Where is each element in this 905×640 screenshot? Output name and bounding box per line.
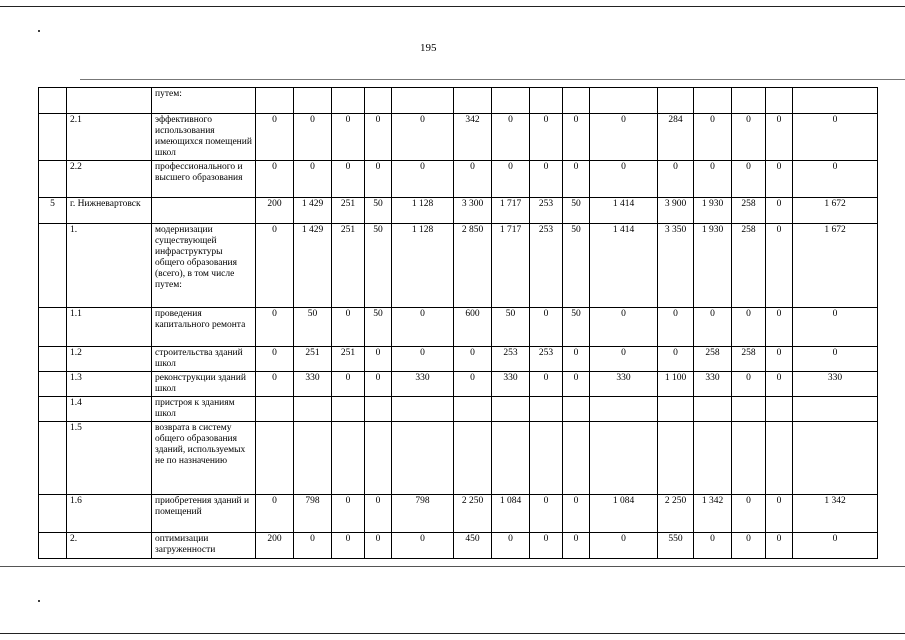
value-cell: 0 — [793, 533, 878, 559]
value-cell: 3 900 — [658, 198, 694, 224]
value-cell — [530, 422, 563, 495]
value-cell: 50 — [294, 308, 332, 347]
table-row — [39, 88, 878, 114]
value-cell: 0 — [332, 495, 365, 533]
value-cell: 0 — [658, 308, 694, 347]
value-cell: 258 — [732, 224, 766, 308]
value-cell: 50 — [492, 308, 530, 347]
table-row — [39, 114, 878, 161]
value-cell — [365, 88, 392, 114]
value-cell: 1 429 — [294, 198, 332, 224]
value-cell: 0 — [454, 347, 492, 372]
value-cell: 330 — [793, 372, 878, 397]
value-cell — [590, 88, 658, 114]
value-cell: 0 — [294, 161, 332, 198]
value-cell: 0 — [392, 533, 454, 559]
value-cell: 0 — [365, 372, 392, 397]
row-number-cell — [39, 308, 67, 347]
value-cell: 0 — [590, 308, 658, 347]
value-cell: 0 — [492, 533, 530, 559]
value-cell: 1 414 — [590, 198, 658, 224]
budget-table — [38, 87, 878, 559]
description-cell: строительства зданий школ — [152, 347, 256, 372]
value-cell: 50 — [365, 308, 392, 347]
value-cell: 0 — [256, 114, 294, 161]
value-cell — [392, 422, 454, 495]
value-cell: 0 — [766, 161, 793, 198]
value-cell: 0 — [365, 347, 392, 372]
value-cell: 0 — [590, 114, 658, 161]
value-cell: 258 — [732, 347, 766, 372]
value-cell: 0 — [392, 114, 454, 161]
value-cell: 0 — [492, 161, 530, 198]
value-cell: 0 — [256, 308, 294, 347]
value-cell: 1 672 — [793, 198, 878, 224]
value-cell: 1 930 — [694, 198, 732, 224]
row-number-cell — [39, 422, 67, 495]
description-cell: путем: — [152, 88, 256, 114]
value-cell: 1 084 — [590, 495, 658, 533]
value-cell — [530, 397, 563, 422]
value-cell: 0 — [256, 495, 294, 533]
value-cell: 0 — [256, 347, 294, 372]
value-cell — [694, 88, 732, 114]
value-cell: 342 — [454, 114, 492, 161]
value-cell: 253 — [492, 347, 530, 372]
value-cell — [294, 397, 332, 422]
row-number-cell — [39, 88, 67, 114]
value-cell: 330 — [590, 372, 658, 397]
description-cell: оптимизации загруженности — [152, 533, 256, 559]
page-number: 195 — [420, 42, 437, 54]
value-cell: 251 — [332, 198, 365, 224]
value-cell — [332, 88, 365, 114]
value-cell: 1 342 — [793, 495, 878, 533]
value-cell — [590, 397, 658, 422]
value-cell: 50 — [365, 224, 392, 308]
value-cell: 0 — [365, 495, 392, 533]
value-cell: 253 — [530, 224, 563, 308]
value-cell — [392, 88, 454, 114]
description-cell: возврата в систему общего образования зданий, используемых не по назначению — [152, 422, 256, 495]
value-cell: 0 — [332, 161, 365, 198]
value-cell: 50 — [563, 198, 590, 224]
value-cell: 0 — [530, 533, 563, 559]
item-code-cell: 1. — [67, 224, 152, 308]
row-number-cell — [39, 161, 67, 198]
table-row — [39, 224, 878, 308]
value-cell — [332, 422, 365, 495]
value-cell — [793, 88, 878, 114]
table-row — [39, 161, 878, 198]
value-cell: 0 — [732, 114, 766, 161]
item-code-cell: 1.2 — [67, 347, 152, 372]
item-code-cell: 1.1 — [67, 308, 152, 347]
value-cell — [732, 88, 766, 114]
description-cell: эффективного использования имеющихся помещений школ — [152, 114, 256, 161]
value-cell: 0 — [332, 114, 365, 161]
value-cell: 0 — [658, 347, 694, 372]
value-cell: 253 — [530, 198, 563, 224]
row-number-cell — [39, 372, 67, 397]
value-cell: 0 — [294, 533, 332, 559]
value-cell — [492, 422, 530, 495]
value-cell: 251 — [294, 347, 332, 372]
value-cell: 0 — [530, 495, 563, 533]
value-cell: 0 — [766, 114, 793, 161]
item-code-cell: 1.5 — [67, 422, 152, 495]
value-cell: 3 300 — [454, 198, 492, 224]
value-cell: 0 — [793, 114, 878, 161]
table-row — [39, 347, 878, 372]
value-cell: 0 — [766, 308, 793, 347]
value-cell: 1 128 — [392, 224, 454, 308]
value-cell: 0 — [563, 347, 590, 372]
value-cell — [256, 88, 294, 114]
description-cell: профессионального и высшего образования — [152, 161, 256, 198]
value-cell: 0 — [590, 533, 658, 559]
value-cell — [454, 422, 492, 495]
value-cell: 3 350 — [658, 224, 694, 308]
value-cell: 0 — [256, 372, 294, 397]
value-cell: 0 — [563, 533, 590, 559]
value-cell: 2 850 — [454, 224, 492, 308]
value-cell: 0 — [530, 114, 563, 161]
row-number-cell — [39, 114, 67, 161]
value-cell — [793, 397, 878, 422]
row-number-cell — [39, 397, 67, 422]
value-cell: 2 250 — [658, 495, 694, 533]
item-code-cell: 1.6 — [67, 495, 152, 533]
value-cell: 0 — [694, 114, 732, 161]
value-cell: 0 — [492, 114, 530, 161]
value-cell — [294, 88, 332, 114]
value-cell: 0 — [365, 114, 392, 161]
value-cell: 0 — [766, 372, 793, 397]
value-cell — [365, 397, 392, 422]
item-code-cell: г. Нижневартовск — [67, 198, 152, 224]
row-number-cell — [39, 224, 67, 308]
row-number-cell — [39, 533, 67, 559]
value-cell — [563, 88, 590, 114]
value-cell: 1 930 — [694, 224, 732, 308]
value-cell: 0 — [793, 161, 878, 198]
value-cell — [793, 422, 878, 495]
value-cell: 0 — [766, 224, 793, 308]
description-cell: модернизации существующей инфраструктуры общего образования (всего), в том числе путем: — [152, 224, 256, 308]
value-cell: 0 — [563, 161, 590, 198]
value-cell: 0 — [766, 198, 793, 224]
description-cell: приобретения зданий и помещений — [152, 495, 256, 533]
value-cell: 200 — [256, 533, 294, 559]
value-cell: 798 — [392, 495, 454, 533]
value-cell: 0 — [563, 372, 590, 397]
value-cell: 0 — [454, 161, 492, 198]
value-cell: 50 — [563, 224, 590, 308]
value-cell: 0 — [392, 347, 454, 372]
value-cell: 1 717 — [492, 198, 530, 224]
value-cell: 258 — [732, 198, 766, 224]
table-row — [39, 397, 878, 422]
value-cell: 0 — [766, 533, 793, 559]
value-cell: 0 — [294, 114, 332, 161]
scan-speck — [38, 30, 40, 32]
value-cell — [530, 88, 563, 114]
value-cell: 50 — [365, 198, 392, 224]
value-cell: 0 — [563, 495, 590, 533]
value-cell — [492, 397, 530, 422]
value-cell: 330 — [392, 372, 454, 397]
value-cell — [658, 397, 694, 422]
row-number-cell — [39, 347, 67, 372]
value-cell: 600 — [454, 308, 492, 347]
value-cell: 253 — [530, 347, 563, 372]
value-cell: 0 — [256, 161, 294, 198]
value-cell: 0 — [590, 161, 658, 198]
value-cell: 0 — [766, 347, 793, 372]
item-code-cell: 2. — [67, 533, 152, 559]
value-cell: 0 — [332, 533, 365, 559]
value-cell — [766, 88, 793, 114]
value-cell: 50 — [563, 308, 590, 347]
value-cell: 0 — [694, 533, 732, 559]
value-cell: 0 — [732, 161, 766, 198]
table-row — [39, 198, 878, 224]
value-cell — [694, 397, 732, 422]
value-cell: 0 — [530, 161, 563, 198]
row-number-cell: 5 — [39, 198, 67, 224]
item-code-cell: 2.2 — [67, 161, 152, 198]
value-cell — [256, 422, 294, 495]
value-cell: 0 — [392, 161, 454, 198]
value-cell — [732, 397, 766, 422]
value-cell: 0 — [332, 372, 365, 397]
description-cell: реконструкции зданий школ — [152, 372, 256, 397]
value-cell: 251 — [332, 347, 365, 372]
bottom-rule — [0, 566, 905, 567]
value-cell: 0 — [793, 347, 878, 372]
value-cell: 0 — [563, 114, 590, 161]
value-cell: 0 — [694, 308, 732, 347]
value-cell — [365, 422, 392, 495]
value-cell: 0 — [766, 495, 793, 533]
value-cell — [766, 422, 793, 495]
value-cell: 1 429 — [294, 224, 332, 308]
item-code-cell: 2.1 — [67, 114, 152, 161]
value-cell: 0 — [732, 372, 766, 397]
value-cell: 0 — [732, 308, 766, 347]
value-cell — [454, 397, 492, 422]
value-cell — [766, 397, 793, 422]
value-cell — [590, 422, 658, 495]
value-cell: 0 — [590, 347, 658, 372]
value-cell — [492, 88, 530, 114]
value-cell: 1 672 — [793, 224, 878, 308]
value-cell: 251 — [332, 224, 365, 308]
value-cell: 1 100 — [658, 372, 694, 397]
description-cell: пристроя к зданиям школ — [152, 397, 256, 422]
value-cell: 2 250 — [454, 495, 492, 533]
description-cell: проведения капитального ремонта — [152, 308, 256, 347]
value-cell: 330 — [492, 372, 530, 397]
value-cell: 330 — [694, 372, 732, 397]
table-row — [39, 533, 878, 559]
value-cell: 1 342 — [694, 495, 732, 533]
value-cell: 0 — [530, 308, 563, 347]
value-cell: 0 — [793, 308, 878, 347]
value-cell — [563, 397, 590, 422]
value-cell: 550 — [658, 533, 694, 559]
value-cell — [658, 88, 694, 114]
value-cell — [392, 397, 454, 422]
table-row — [39, 422, 878, 495]
bottom-scan-edge — [0, 633, 905, 634]
table-row — [39, 495, 878, 533]
value-cell: 0 — [392, 308, 454, 347]
top-scan-edge — [0, 6, 905, 7]
value-cell — [294, 422, 332, 495]
value-cell: 0 — [332, 308, 365, 347]
row-number-cell — [39, 495, 67, 533]
value-cell: 0 — [365, 533, 392, 559]
value-cell: 0 — [658, 161, 694, 198]
value-cell: 1 717 — [492, 224, 530, 308]
scan-speck — [38, 600, 40, 602]
value-cell: 258 — [694, 347, 732, 372]
value-cell — [732, 422, 766, 495]
value-cell: 200 — [256, 198, 294, 224]
value-cell: 450 — [454, 533, 492, 559]
value-cell: 1 414 — [590, 224, 658, 308]
value-cell — [454, 88, 492, 114]
value-cell — [658, 422, 694, 495]
value-cell: 0 — [732, 495, 766, 533]
value-cell — [256, 397, 294, 422]
value-cell: 1 084 — [492, 495, 530, 533]
value-cell — [694, 422, 732, 495]
value-cell: 0 — [454, 372, 492, 397]
item-code-cell: 1.4 — [67, 397, 152, 422]
table-row — [39, 308, 878, 347]
value-cell: 0 — [732, 533, 766, 559]
value-cell: 798 — [294, 495, 332, 533]
item-code-cell: 1.3 — [67, 372, 152, 397]
value-cell: 284 — [658, 114, 694, 161]
value-cell — [332, 397, 365, 422]
description-cell — [152, 198, 256, 224]
value-cell: 330 — [294, 372, 332, 397]
value-cell — [563, 422, 590, 495]
value-cell: 0 — [694, 161, 732, 198]
table-row — [39, 372, 878, 397]
value-cell: 0 — [365, 161, 392, 198]
value-cell: 1 128 — [392, 198, 454, 224]
item-code-cell — [67, 88, 152, 114]
value-cell: 0 — [256, 224, 294, 308]
value-cell: 0 — [530, 372, 563, 397]
header-rule — [80, 79, 905, 80]
